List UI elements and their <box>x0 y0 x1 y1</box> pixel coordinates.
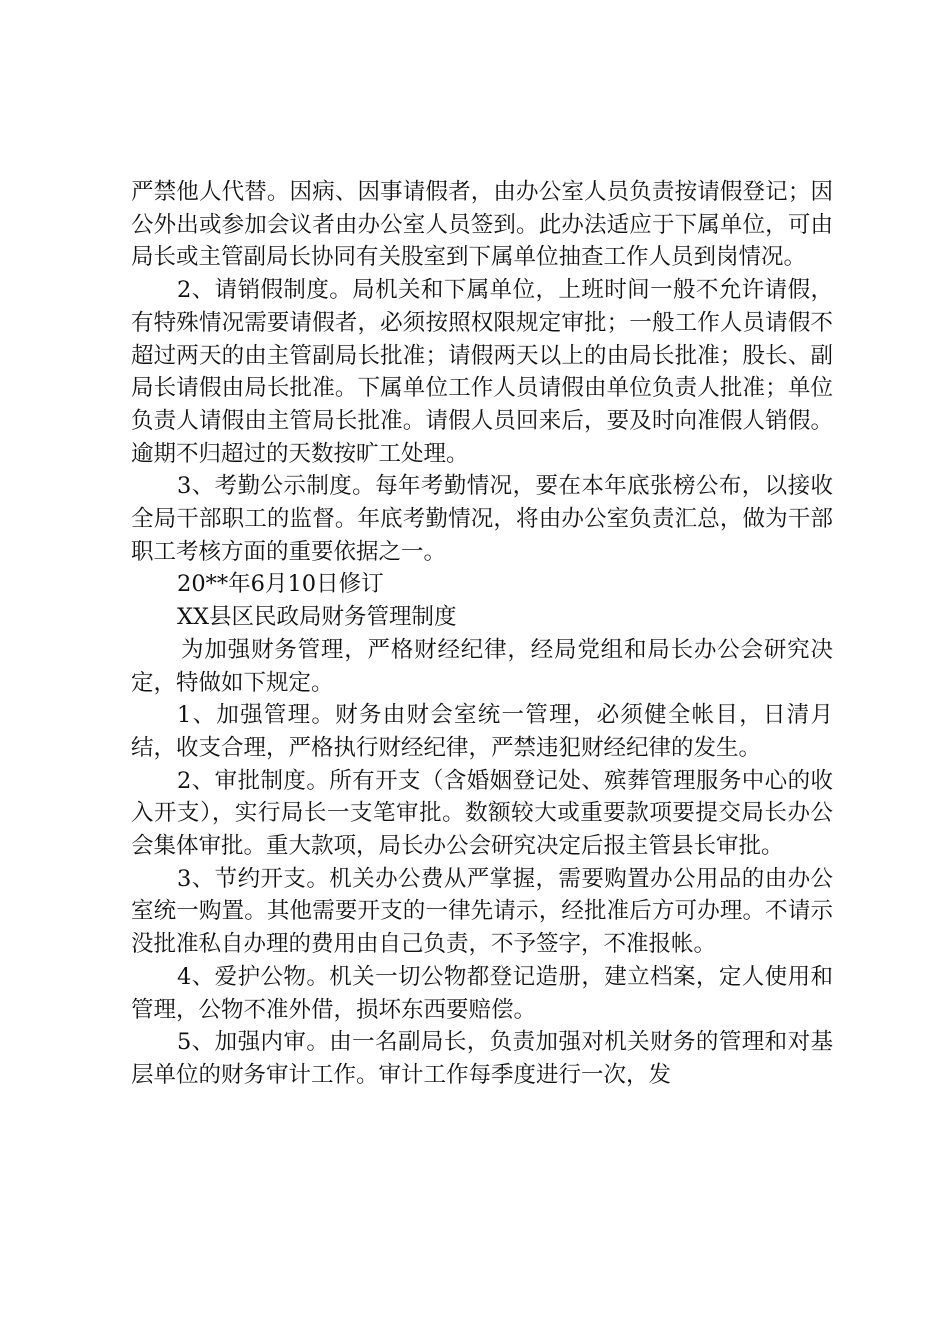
paragraph-finance-management: 1、加强管理。财务由财会室统一管理，必须健全帐目，日清月结，收支合理，严格执行财经纪律，严禁违犯财经纪律的发生。 <box>131 702 833 761</box>
paragraph-finance-intro: 为加强财务管理，严格财经纪律，经局党组和局长办公会研究决定，特做如下规定。 <box>131 636 833 696</box>
paragraph-protect-property: 4、爱护公物。机关一切公物都登记造册，建立档案，定人使用和管理，公物不准外借，损坏东西要赔偿。 <box>131 963 833 1023</box>
revision-date: 20**年6月10日修订 <box>177 571 384 598</box>
paragraph-internal-audit: 5、加强内审。由一名副局长，负责加强对机关财务的管理和对基层单位的财务审计工作。审计工作每季度进行一次，发 <box>131 1029 833 1088</box>
paragraph-approval-system: 2、审批制度。所有开支（含婚姻登记处、殡葬管理服务中心的收入开支），实行局长一支笔审批。数额较大或重要款项要提交局长办公会集体审批。重大款项，局长办公会研究决定后报主管县长审批。 <box>131 767 833 860</box>
paragraph-leave-system: 2、请销假制度。局机关和下属单位，上班时间一般不允许请假，有特殊情况需要请假者，必须按照权限规定审批；一般工作人员请假不超过两天的由主管副局长批准；请假两天以上的由局长批准；股长、副局长请假由局长批准。下属单位工作人员请假由单位负责人批准；单位负责人请假由主管局长批准。请假人员回来后，要及时向准假人销假。逾期不归超过的天数按旷工处理。 <box>131 277 833 467</box>
paragraph-attendance-publicity: 3、考勤公示制度。每年考勤情况，要在本年底张榜公布，以接收全局干部职工的监督。年底考勤情况，将由办公室负责汇总，做为干部职工考核方面的重要依据之一。 <box>131 473 833 565</box>
paragraph-save-expenses: 3、节约开支。机关办公费从严掌握，需要购置办公用品的由办公室统一购置。其他需要开支的一律先请示，经批准后方可办理。不请示没批准私自办理的费用由自己负责，不予签字，不准报帐。 <box>131 865 833 958</box>
paragraph-attendance-continued: 严禁他人代替。因病、因事请假者，由办公室人员负责按请假登记；因公外出或参加会议者由办公室人员签到。此办法适应于下属单位，可由局长或主管副局长协同有关股室到下属单位抽查工作人员到岗情况。 <box>131 179 833 271</box>
section-title-finance: XX县区民政局财务管理制度 <box>177 604 457 631</box>
document-body <box>131 176 833 1092</box>
